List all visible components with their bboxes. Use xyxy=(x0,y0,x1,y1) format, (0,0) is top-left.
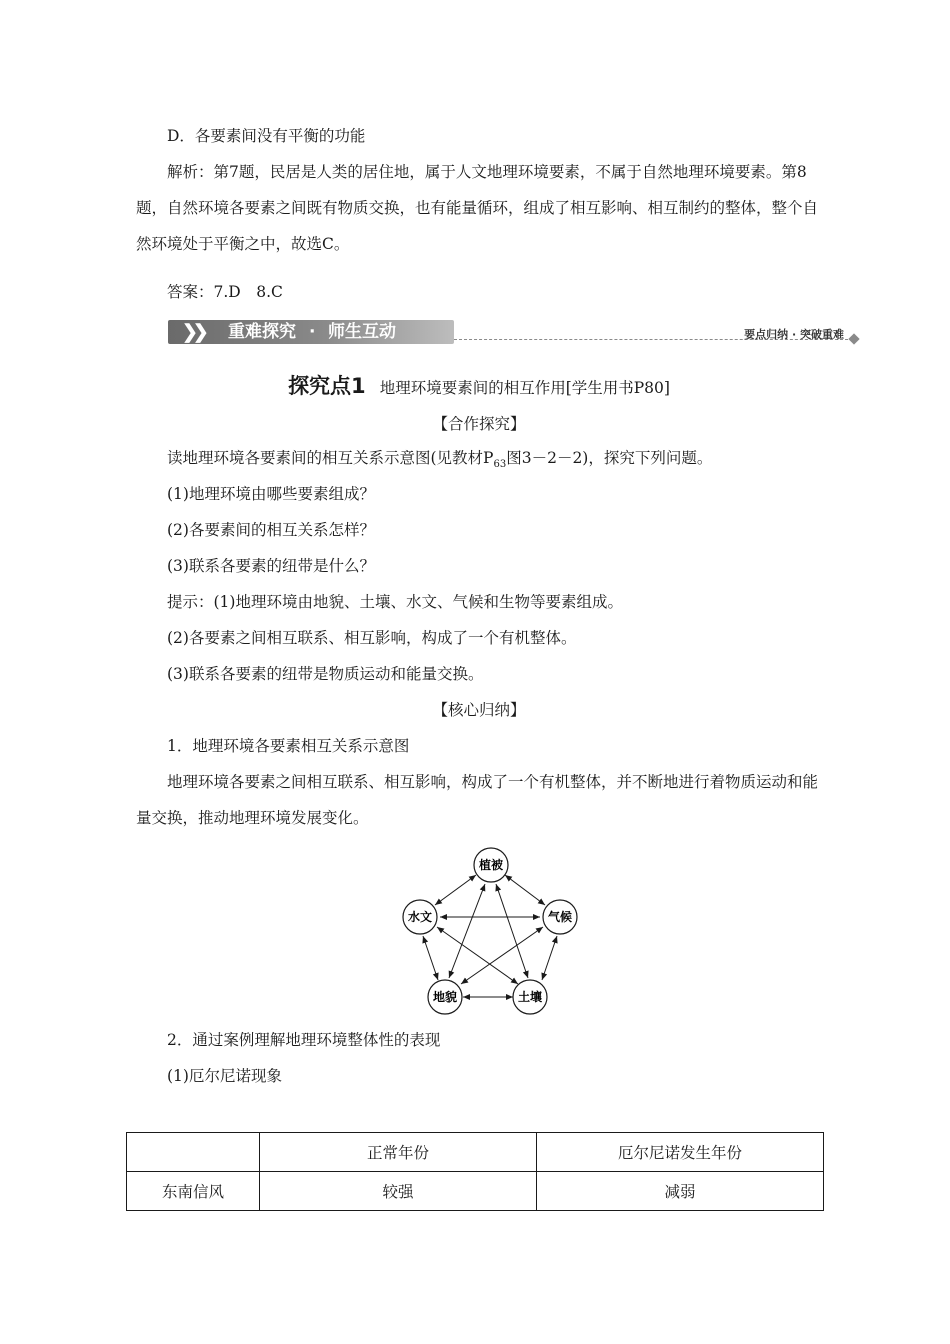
coop-intro-b: 图3－2－2)，探究下列问题。 xyxy=(506,449,713,467)
double-chevron-icon: ❯❯ xyxy=(182,321,204,343)
section-title: 地理环境要素间的相互作用[学生用书P80] xyxy=(379,379,670,397)
coop-intro-sub: 63 xyxy=(493,459,507,471)
coop-heading: 【合作探究】 xyxy=(432,415,526,433)
table-cell: 较强 xyxy=(260,1172,537,1211)
table-cell: 减弱 xyxy=(537,1172,824,1211)
edge-left-bottomleft xyxy=(423,936,438,980)
answer-line: 答案：7.D 8.C xyxy=(167,283,283,301)
node-label-hydrology: 水文 xyxy=(407,910,433,924)
table-header-cell xyxy=(127,1133,260,1172)
hint-3: (3)联系各要素的纽带是物质运动和能量交换。 xyxy=(167,665,484,683)
edge-right-bottomleft xyxy=(461,927,543,984)
core-sub-1: (1)厄尔尼诺现象 xyxy=(167,1067,282,1085)
el-nino-table xyxy=(126,1132,824,1211)
relationship-diagram xyxy=(390,842,590,1022)
edge-top-right xyxy=(505,875,545,905)
edge-left-bottomright xyxy=(437,927,518,984)
node-label-soil: 土壤 xyxy=(517,990,543,1004)
banner-box xyxy=(168,320,454,344)
node-label-vegetation: 植被 xyxy=(478,858,504,872)
question-2: (2)各要素间的相互关系怎样？ xyxy=(167,521,375,539)
question-3: (3)联系各要素的纽带是什么？ xyxy=(167,557,375,575)
edge-right-bottomright xyxy=(542,936,557,980)
coop-intro-a: 读地理环境各要素间的相互关系示意图(见教材P xyxy=(167,449,494,467)
option-d: D．各要素间没有平衡的功能 xyxy=(167,127,366,145)
edge-top-bottomright xyxy=(496,884,528,978)
table-header-cell: 厄尔尼诺发生年份 xyxy=(537,1133,824,1172)
banner-subtitle: 师生互动 xyxy=(328,322,396,342)
hint-1: 提示：(1)地理环境由地貌、土壤、水文、气候和生物等要素组成。 xyxy=(167,593,623,611)
core-item-2: 2．通过案例理解地理环境整体性的表现 xyxy=(167,1031,441,1049)
hint-2: (2)各要素之间相互联系、相互影响，构成了一个有机整体。 xyxy=(167,629,577,647)
core-paragraph: 地理环境各要素之间相互联系、相互影响，构成了一个有机整体，并不断地进行着物质运动和能量交换，推动地理环境发展变化。 xyxy=(136,773,819,827)
table-row xyxy=(127,1172,824,1211)
diamond-icon xyxy=(848,333,859,344)
node-label-climate: 气候 xyxy=(547,910,573,924)
core-item-1: 1．地理环境各要素相互关系示意图 xyxy=(167,737,410,755)
banner-dot: · xyxy=(309,322,316,342)
table-header-cell: 正常年份 xyxy=(260,1133,537,1172)
edge-top-bottomleft xyxy=(449,884,485,978)
edge-top-left xyxy=(435,875,476,905)
analysis-paragraph: 解析：第7题，民居是人类的居住地，属于人文地理环境要素，不属于自然地理环境要素。第8题，自然环境各要素之间既有物质交换，也有能量循环，组成了相互影响、相互制约的整体，整个自然环境处于平衡之中，故选C。 xyxy=(136,163,819,253)
section-heading xyxy=(136,370,822,404)
section-number: 探究点1 xyxy=(288,374,366,398)
core-heading: 【核心归纳】 xyxy=(432,701,526,719)
banner-right-label: 要点归纳 · 突破重难 xyxy=(744,328,844,341)
banner-title: 重难探究 xyxy=(228,322,296,342)
table-cell: 东南信风 xyxy=(127,1172,260,1211)
section-banner xyxy=(168,320,858,348)
question-1: (1)地理环境由哪些要素组成？ xyxy=(167,485,375,503)
table-header-row xyxy=(127,1133,824,1172)
node-label-landform: 地貌 xyxy=(432,990,458,1004)
